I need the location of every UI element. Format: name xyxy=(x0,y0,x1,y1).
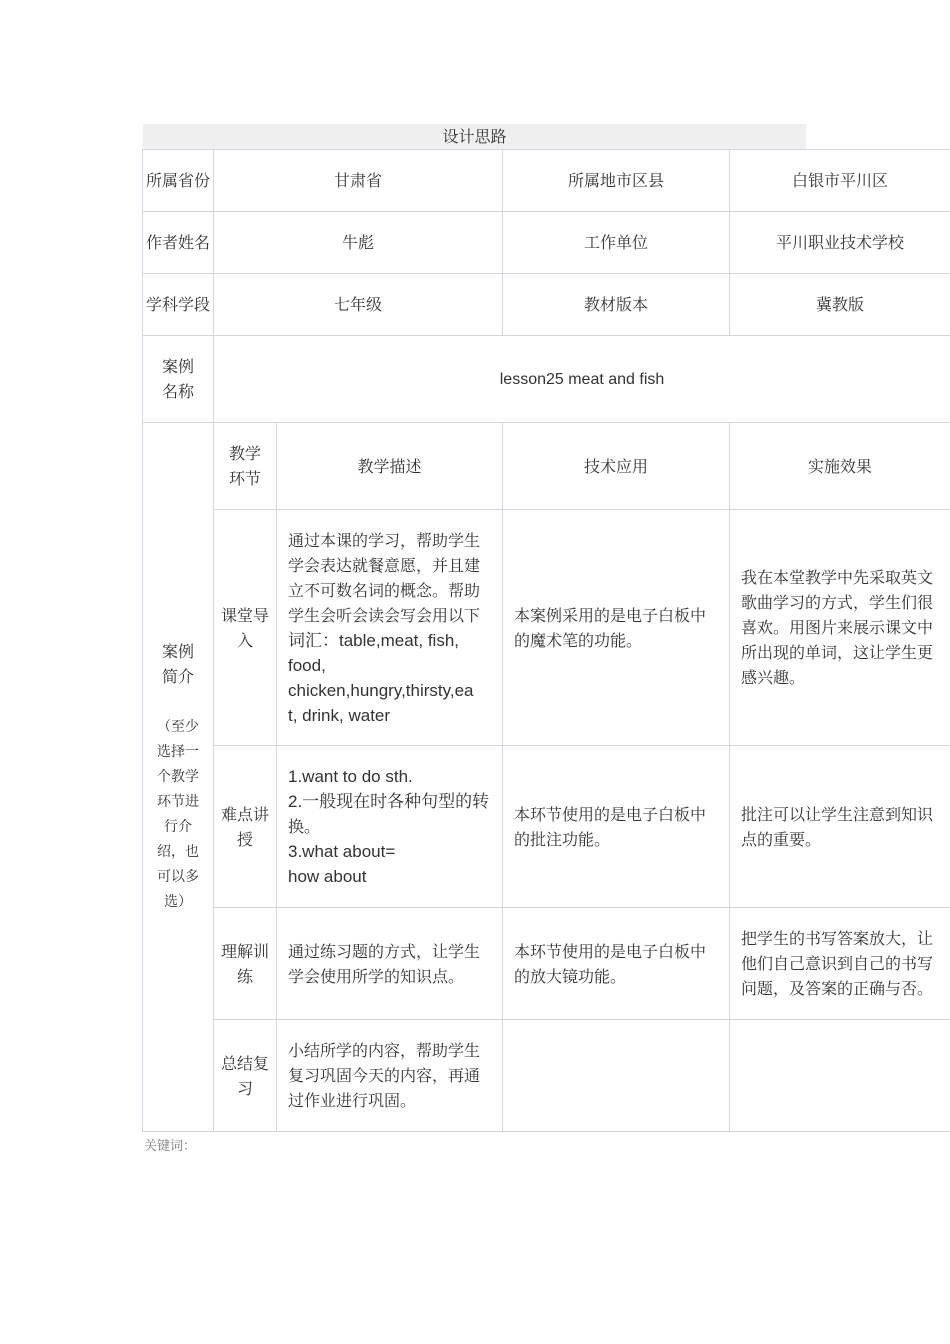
effect-line: 点的重要。 xyxy=(741,829,822,849)
grade-value: 七年级 xyxy=(214,274,503,336)
case-name-label-line-2: 名称 xyxy=(161,382,194,401)
technology-cell xyxy=(503,908,730,1020)
description-line: 学生会听会读会写会用以下 xyxy=(288,605,481,625)
intro-header-row xyxy=(143,423,950,510)
province-label: 所属省份 xyxy=(143,150,214,212)
intro-note-line: 个教学 xyxy=(157,769,199,785)
page-title: 设计思路 xyxy=(143,124,806,149)
intro-note-line: 选） xyxy=(164,894,192,910)
design-table xyxy=(142,149,950,1132)
effect-line: 批注可以让学生注意到知识 xyxy=(741,804,934,824)
case-name-label xyxy=(143,336,214,423)
effect-line: 把学生的书写答案放大，让 xyxy=(741,929,934,948)
effect-line: 歌曲学习的方式，学生们很 xyxy=(741,593,934,612)
description-line: 1.want to do sth. xyxy=(288,767,413,786)
description-line: 通过本课的学习，帮助学生 xyxy=(288,530,481,550)
technology-line: 的魔术笔的功能。 xyxy=(514,630,643,650)
city-label: 所属地市区县 xyxy=(503,150,730,212)
case-name-label-line-1: 案例 xyxy=(161,357,194,376)
stage-line: 理解训 xyxy=(220,941,269,961)
keywords-label: 关键词： xyxy=(144,1139,197,1154)
effect-line: 所出现的单词，这让学生更 xyxy=(741,643,934,662)
technology-cell xyxy=(503,746,730,908)
info-row-grade xyxy=(143,274,950,336)
unit-label: 工作单位 xyxy=(503,212,730,274)
description-line: 2.一般现在时各种句型的转 xyxy=(288,792,490,811)
description-cell xyxy=(277,510,503,746)
technology-line: 本案例采用的是电子白板中 xyxy=(514,605,707,625)
stage-line: 授 xyxy=(236,829,253,849)
table-row xyxy=(143,1020,950,1132)
info-row-author xyxy=(143,212,950,274)
description-cell xyxy=(277,746,503,908)
stage-cell xyxy=(214,1020,277,1132)
description-cell xyxy=(277,1020,503,1132)
stage-line: 课堂导 xyxy=(220,605,269,625)
technology-line: 的放大镜功能。 xyxy=(514,966,627,986)
stage-cell xyxy=(214,510,277,746)
header-stage-line-2: 环节 xyxy=(228,469,261,488)
description-line: how about xyxy=(288,867,367,886)
table-row xyxy=(143,746,950,908)
case-name-value: lesson25 meat and fish xyxy=(214,336,950,423)
effect-cell xyxy=(730,746,950,908)
description-line: 3.what about= xyxy=(288,842,396,861)
effect-line: 感兴趣。 xyxy=(741,668,806,687)
header-description: 教学描述 xyxy=(277,423,503,510)
description-line: 小结所学的内容，帮助学生 xyxy=(288,1041,481,1060)
description-line: t, drink, water xyxy=(288,705,391,725)
description-line: chicken,hungry,thirsty,ea xyxy=(288,680,474,700)
effect-cell xyxy=(730,510,950,746)
author-value: 牛彪 xyxy=(214,212,503,274)
effect-line: 喜欢。用图片来展示课文中 xyxy=(741,618,934,637)
effect-cell xyxy=(730,1020,950,1132)
description-line: 立不可数名词的概念。帮助 xyxy=(288,580,481,600)
table-row xyxy=(143,510,950,746)
grade-label: 学科学段 xyxy=(143,274,214,336)
stage-line: 总结复 xyxy=(220,1053,269,1073)
intro-note-line: （至少 xyxy=(157,719,199,735)
header-stage xyxy=(214,423,277,510)
province-value: 甘肃省 xyxy=(214,150,503,212)
intro-label-line-2: 简介 xyxy=(161,667,194,686)
info-row-province xyxy=(143,150,950,212)
stage-cell xyxy=(214,908,277,1020)
description-line: 换。 xyxy=(288,817,321,836)
header-effect: 实施效果 xyxy=(730,423,950,510)
effect-cell xyxy=(730,908,950,1020)
edition-label: 教材版本 xyxy=(503,274,730,336)
intro-note-line: 行介 xyxy=(164,819,192,835)
technology-line: 本环节使用的是电子白板中 xyxy=(514,941,707,961)
stage-line: 练 xyxy=(236,966,253,986)
intro-note-line: 可以多 xyxy=(157,869,199,885)
description-line: 通过练习题的方式，让学生 xyxy=(288,941,481,961)
intro-note xyxy=(143,715,213,915)
technology-line: 的批注功能。 xyxy=(514,829,611,849)
technology-cell xyxy=(503,1020,730,1132)
unit-value: 平川职业技术学校 xyxy=(730,212,950,274)
effect-line: 我在本堂教学中先采取英文 xyxy=(741,568,934,587)
technology-line: 本环节使用的是电子白板中 xyxy=(514,804,707,824)
description-cell xyxy=(277,908,503,1020)
effect-line: 他们自己意识到自己的书写 xyxy=(741,954,934,973)
table-row xyxy=(143,908,950,1020)
description-line: 复习巩固今天的内容，再通 xyxy=(288,1066,481,1085)
description-line: food, xyxy=(288,655,326,675)
stage-line: 入 xyxy=(236,630,253,650)
effect-line: 问题，及答案的正确与否。 xyxy=(741,979,934,998)
case-name-row xyxy=(143,336,950,423)
stage-cell xyxy=(214,746,277,908)
stage-line: 难点讲 xyxy=(220,804,269,824)
stage-line: 习 xyxy=(236,1078,253,1098)
description-line: 过作业进行巩固。 xyxy=(288,1091,417,1110)
intro-note-line: 环节进 xyxy=(157,794,199,810)
intro-note-line: 绍，也 xyxy=(157,844,199,860)
author-label: 作者姓名 xyxy=(143,212,214,274)
header-stage-line-1: 教学 xyxy=(228,444,261,463)
description-line: 学会表达就餐意愿，并且建 xyxy=(288,555,481,575)
technology-cell xyxy=(503,510,730,746)
intro-note-line: 选择一 xyxy=(157,744,199,760)
description-line: 词汇：table,meat, fish, xyxy=(288,630,460,650)
edition-value: 冀教版 xyxy=(730,274,950,336)
intro-label-cell xyxy=(143,423,214,1132)
city-value: 白银市平川区 xyxy=(730,150,950,212)
description-line: 学会使用所学的知识点。 xyxy=(288,966,465,986)
intro-label-line-1: 案例 xyxy=(161,642,194,661)
header-technology: 技术应用 xyxy=(503,423,730,510)
